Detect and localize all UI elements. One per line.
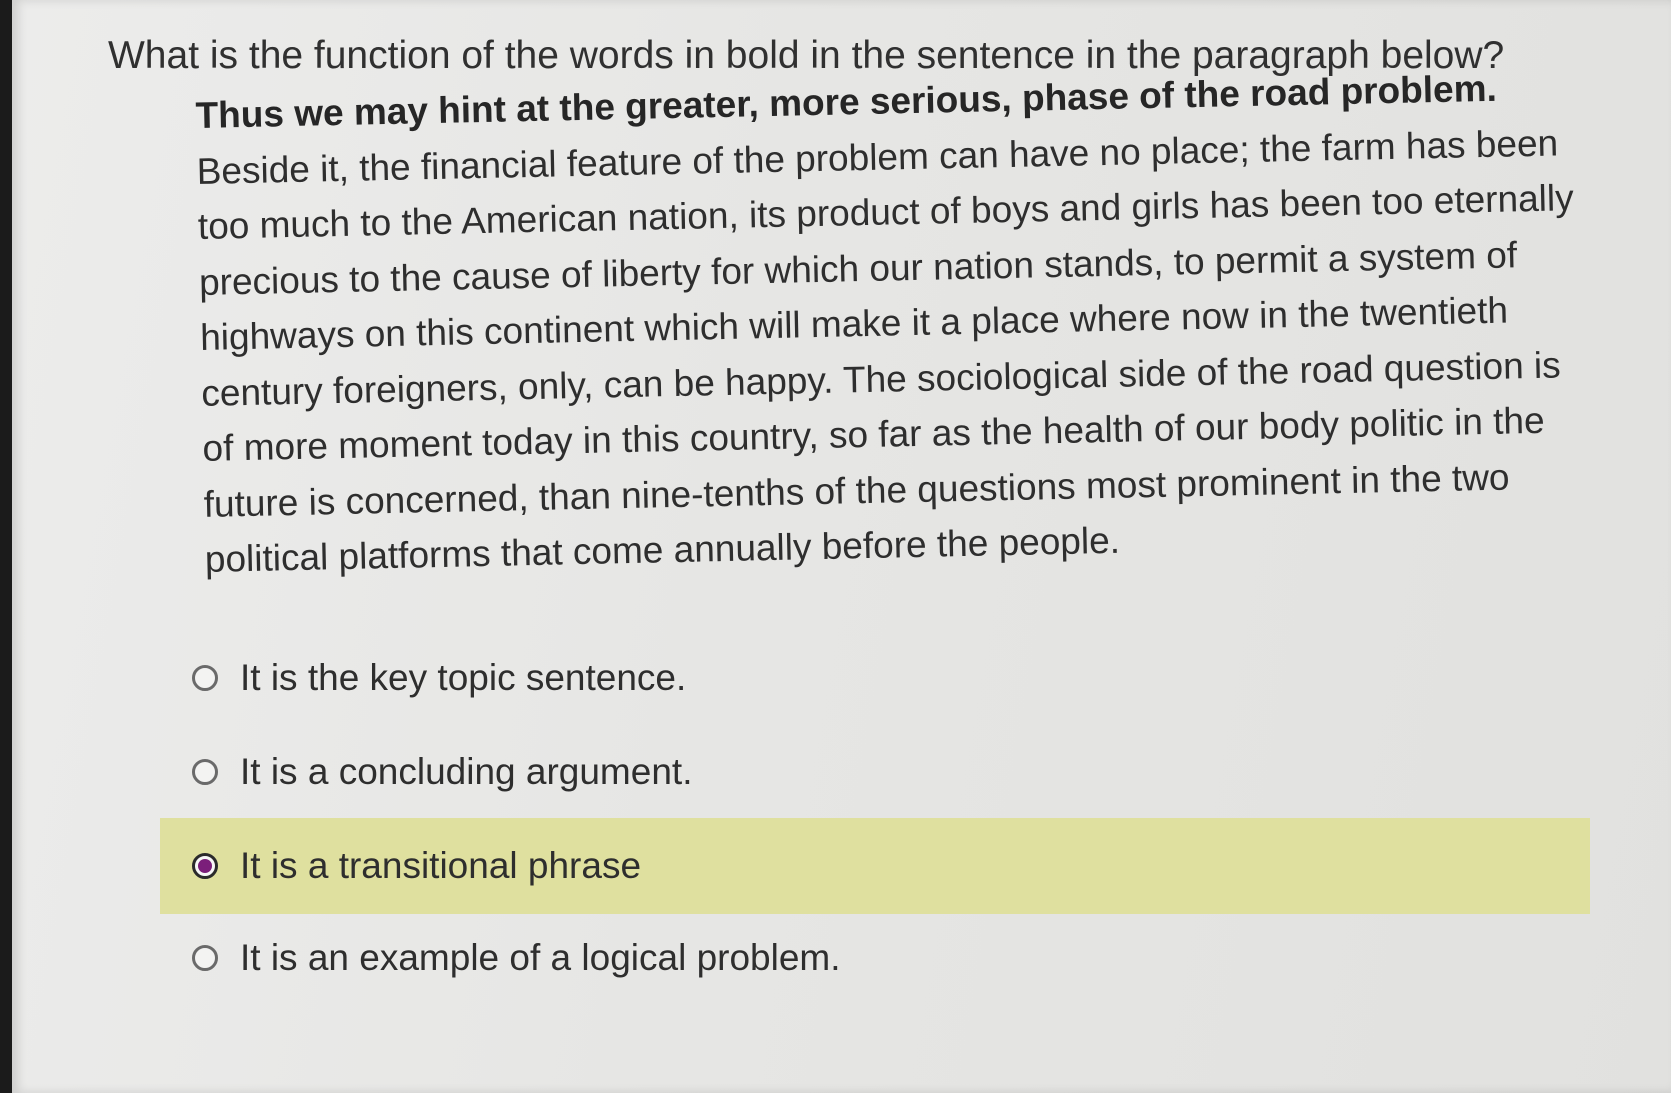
question-prompt: What is the function of the words in bold in the sentence in the paragraph below? <box>108 34 1505 77</box>
option-key-topic-sentence[interactable] <box>160 630 1590 726</box>
radio-selected-icon[interactable] <box>192 853 218 879</box>
option-label: It is the key topic sentence. <box>240 657 687 698</box>
option-logical-problem[interactable] <box>160 910 1590 1006</box>
option-concluding-argument[interactable] <box>160 724 1590 820</box>
option-label: It is a transitional phrase <box>240 845 642 886</box>
radio-unselected-icon[interactable] <box>192 665 218 691</box>
passage-bold-sentence: Thus we may hint at the greater, more serious, phase of the road problem. <box>195 67 1498 136</box>
radio-dot-icon <box>198 859 212 873</box>
option-label: It is an example of a logical problem. <box>240 937 841 978</box>
option-transitional-phrase[interactable] <box>160 818 1590 914</box>
radio-unselected-icon[interactable] <box>192 945 218 971</box>
quiz-screen <box>12 0 1671 1093</box>
question-passage <box>195 59 1605 588</box>
option-label: It is a concluding argument. <box>240 751 693 792</box>
passage-body: Beside it, the financial feature of the problem can have no place; the farm has been too much to the American nation, its product of boys and girls has been too eternally precious to the cause of liberty for which our nation stands, to permit a system of highways on this continent which will make it a place where now in the twentieth century foreigners, only, can be happy. The sociological side of the road question is of more moment today in this country, so far as the health of our body politic in the future is concerned, than nine-tenths of the questions most prominent in the two political platforms that come annually before the people. <box>196 121 1575 580</box>
radio-unselected-icon[interactable] <box>192 759 218 785</box>
